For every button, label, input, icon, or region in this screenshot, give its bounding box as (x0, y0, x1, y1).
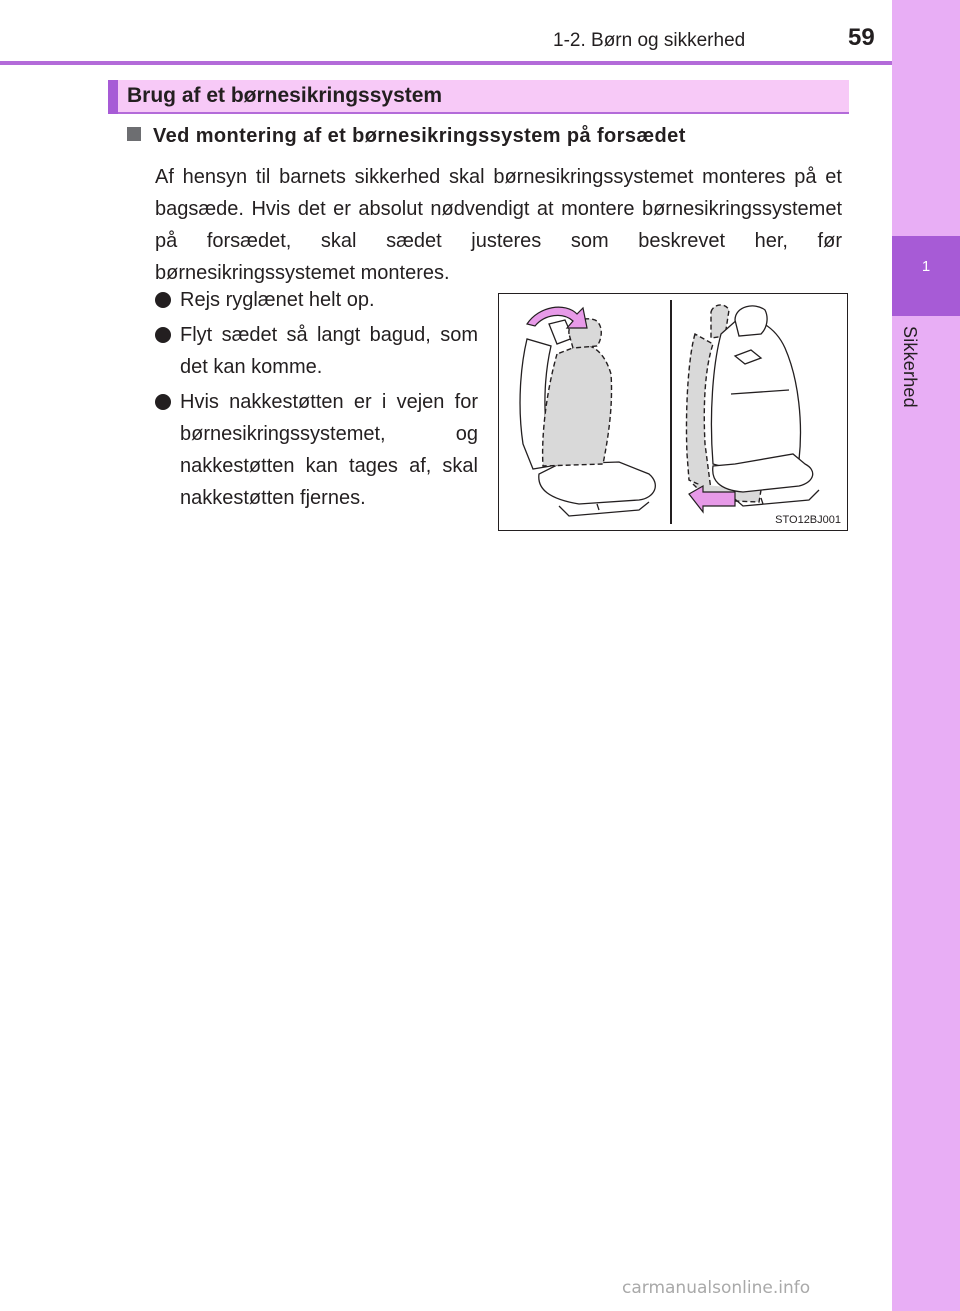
square-bullet-icon (127, 127, 141, 141)
page-number: 59 (848, 24, 875, 51)
list-item-text: Hvis nakkestøtten er i vejen for børnesikringssystemet, og nakkestøtten kan tages af, skal nakkestøtten fjernes. (180, 391, 478, 509)
list-item (155, 284, 478, 316)
figure-code: STO12BJ001 (775, 514, 841, 526)
section-title: Brug af et børnesikringssystem (127, 84, 443, 107)
list-item-text: Rejs ryglænet helt op. (180, 289, 375, 311)
bullet-dot-icon (155, 327, 171, 343)
bullet-dot-icon (155, 292, 171, 308)
chapter-tab (892, 236, 960, 316)
list-item (155, 386, 478, 514)
chapter-label: Sikkerhed (900, 326, 920, 408)
watermark: carmanualsonline.info (622, 1278, 811, 1298)
bullet-dot-icon (155, 394, 171, 410)
side-tab-strip (892, 0, 960, 1311)
header-rule (0, 61, 892, 65)
left-seat-upright-dashed (543, 319, 612, 466)
subheading-text: Ved montering af et børnesikringssystem på forsædet (153, 125, 686, 147)
bullet-list (155, 284, 478, 517)
list-item (155, 319, 478, 383)
right-seat-drawing (711, 306, 819, 506)
seat-adjustment-figure (498, 293, 848, 531)
body-paragraph: Af hensyn til barnets sikkerhed skal børnesikringssystemet monteres på et bagsæde. Hvis det er absolut nødvendigt at montere børnesikringssystemet på forsædet, skal sædet justeres som beskrevet her, før børnesikringssystemet monteres. (155, 166, 842, 284)
running-head: 1-2. Børn og sikkerhed (553, 30, 746, 51)
seat-illustration (499, 294, 847, 530)
section-title-bar (108, 80, 849, 114)
section-marker (108, 80, 118, 114)
list-item-text: Flyt sædet så langt bagud, som det kan komme. (180, 324, 478, 378)
chapter-number: 1 (921, 258, 931, 275)
subheading (127, 125, 686, 148)
